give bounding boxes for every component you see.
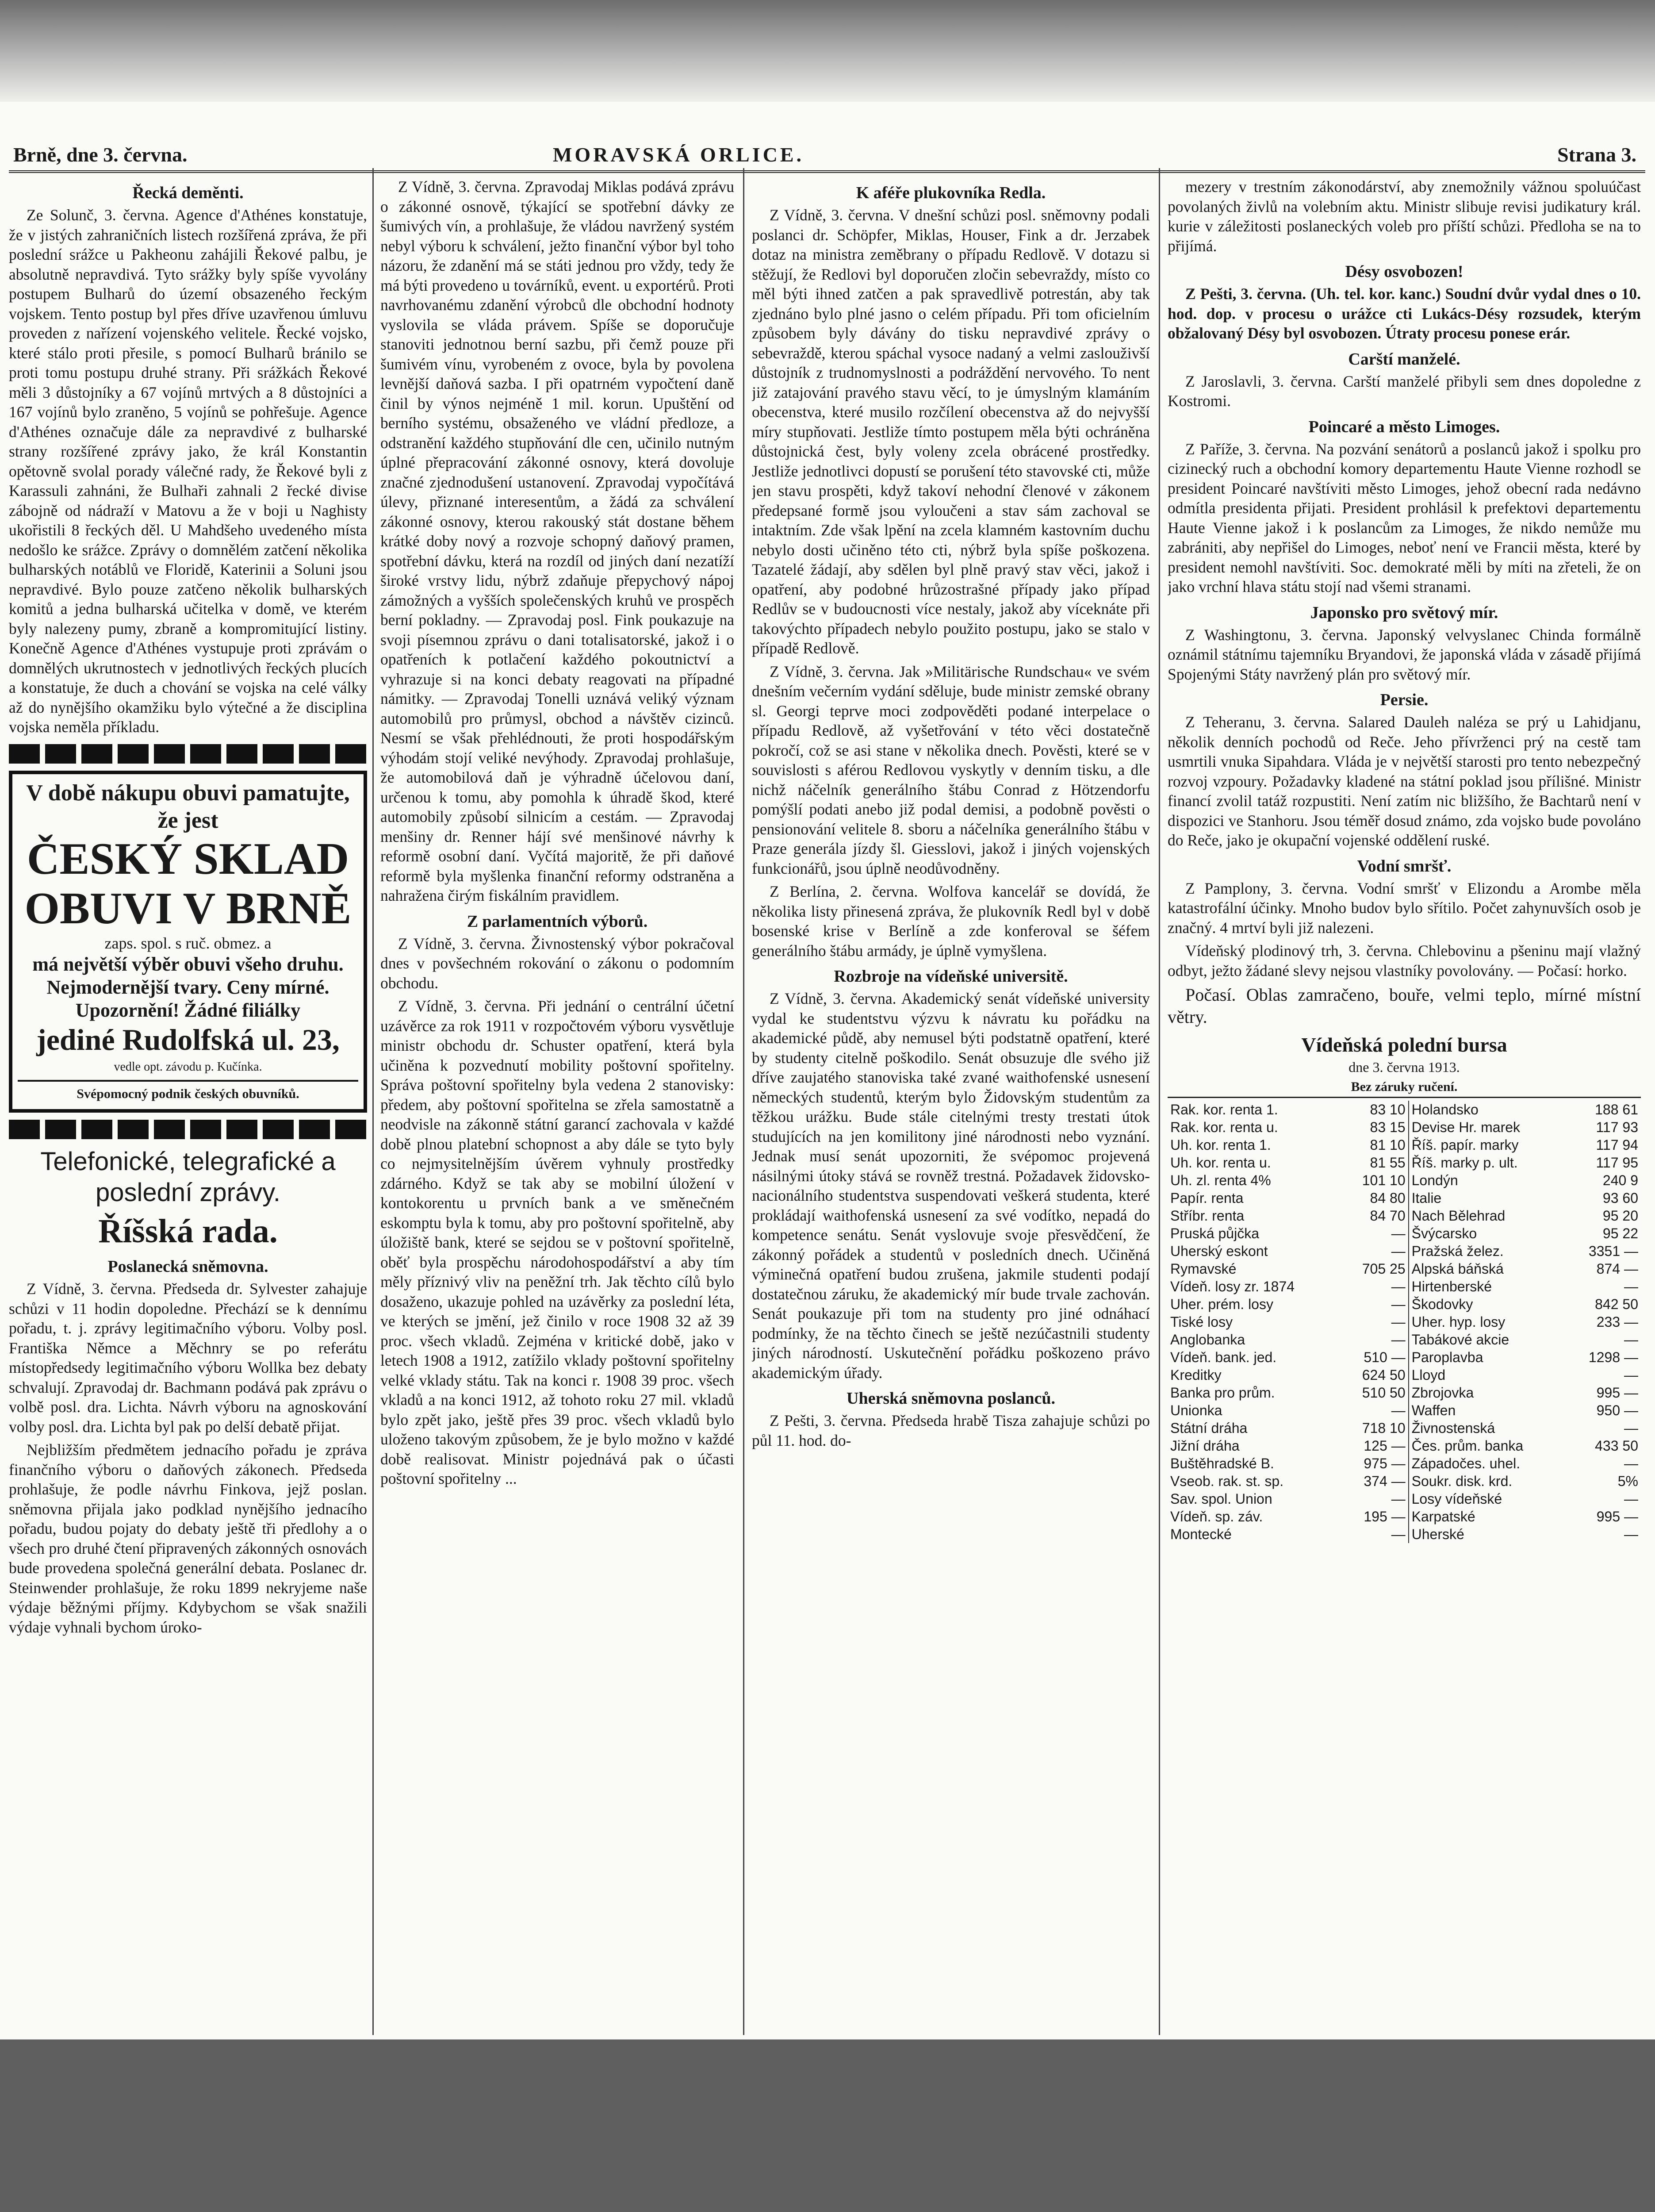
ad-line: má největší výběr obuvi všeho druhu. Nejmodernější tvary. Ceny mírné. Upozornění! Žádné filiálky	[32, 953, 344, 1021]
bursa-row	[1168, 1242, 1641, 1260]
bursa-cell: —	[1624, 1279, 1638, 1294]
bursa-cell: Vídeň. sp. záv.	[1170, 1509, 1263, 1525]
ad-footer: Svépomocný podnik českých obuvníků.	[18, 1080, 358, 1104]
headline-japan: Japonsko pro světový mír.	[1310, 603, 1498, 622]
headline-waterspout: Vodní smršť.	[1357, 856, 1452, 876]
bursa-cell: 195 —	[1342, 1508, 1408, 1525]
bursa-cell: Rak. kor. renta u.	[1170, 1119, 1278, 1135]
bursa-cell: 95 20	[1602, 1208, 1638, 1224]
bursa-row	[1168, 1189, 1641, 1207]
bursa-cell: Devise Hr. marek	[1411, 1119, 1521, 1135]
bursa-cell: Karpatské	[1411, 1509, 1475, 1525]
bursa-cell: Stříbr. renta	[1170, 1208, 1245, 1224]
bursa-cell: Vídeň. bank. jed.	[1170, 1349, 1277, 1365]
bursa-row	[1168, 1508, 1641, 1525]
bursa-row	[1168, 1472, 1641, 1490]
bursa-cell: Tiské losy	[1170, 1314, 1233, 1330]
bursa-row	[1168, 1171, 1641, 1189]
bursa-cell: Čes. prům. banka	[1411, 1438, 1524, 1454]
bursa-row	[1168, 1419, 1641, 1437]
bursa-cell: 510 —	[1342, 1348, 1408, 1366]
article-university: Z Vídně, 3. června. Akademický senát vídeňské university vydal ke studentstvu výzvu k návratu ku pořádku na akademické půdě, aby nemusel býti podstatně opatření, které by studenty citelně poškodilo. Senát obsuzuje dle svého již dříve zaujatého stanoviska také zvané waithofenské usnesení německých studentů, kterým bylo Židovským studentům za těžkou urážku. Bude stále citelnými tresty trestati útok studujících na jen komilitony jiné národnosti nebo vyznání. Jednak musí senát upozorniti, že svépomoc projevená násilnými útoky stává se rovněž trestná. Požadavek židovsko-nacionálního studentstva suspendovati veškerá studenta, které prokládají waithofenská usnesení za své vodítko, nepadá do kompetence senátu. Senát vyslovuje svoje přesvědčení, že zákonný pořádek a studentů v posledních dnech. Učiněná výminečná opatření budou zrušena, jakmile studenti podají dostatečnou záruku, že akademický mír bude trvale zachován. Senát poukazuje při tom na studenty pro jiné odnáhací podmínky, že na těchto činech se ještě nezúčastnili studenty jiných národností. Uskutečnění pořádku poškozeno právo akademickým úřady.	[752, 990, 1150, 1382]
ad-line: V době nákupu obuvi pamatujte, že jest	[26, 780, 350, 833]
bursa-cell: Nach Bělehrad	[1411, 1208, 1506, 1224]
scan-bottom-area	[0, 2039, 1655, 2212]
bursa-cell: 1298 —	[1588, 1349, 1638, 1365]
headline-tsar: Carští manželé.	[1348, 349, 1460, 369]
article-rada-2: Nejbližším předmětem jednacího pořadu je zpráva finančního výboru o daňových zákonech. Předseda prohlašuje, že podle návrhu Finkova, jejž poslan. sněmovna přijala jako podklad nynějšího jednacího pořadu, budou pojaty do debaty ještě tři předlohy a o všech pro druhé čtení připravených zákonných osnovách bude provedena společná generální debata. Poslanec dr. Steinwender prohlašuje, že roku 1899 nekryjeme naše výdaje běžnými příjmy. Kdybychom se však snažili výdaje vyhnali bychom úroko-	[9, 1441, 367, 1636]
bursa-cell: Alpská báňská	[1411, 1261, 1504, 1277]
bursa-row	[1168, 1525, 1641, 1543]
bursa-cell: Pražská želez.	[1411, 1243, 1504, 1259]
bursa-row	[1168, 1384, 1641, 1402]
bursa-cell: Londýn	[1411, 1172, 1458, 1188]
bursa-cell: Uherské	[1411, 1526, 1464, 1542]
bursa-cell: —	[1342, 1331, 1408, 1348]
section-title: Telefonické, telegrafické a poslední zprávy.	[40, 1147, 336, 1207]
bursa-cell: Soukr. disk. krd.	[1411, 1473, 1513, 1489]
bursa-cell: Italie	[1411, 1190, 1442, 1206]
bursa-cell: Sav. spol. Union	[1170, 1491, 1272, 1507]
bursa-cell: —	[1342, 1278, 1408, 1295]
article-budget-committee: Z Vídně, 3. června. Při jednání o centrální účetní uzávěrce za rok 1911 v rozpočtovém výboru vysvětluje ministr obchodu dr. Schuster opatření, která byla učiněna k pozvednutí mobility poštovní spořitelny. Správa poštovní spořitelny byla vedena 2 stanovisky: předem, aby poštovní spořitelna se zřela samostatně a neodvisle na zákonně státní garancí zachovala v každé době plnou platební schopnost a aby dále se tyto byly co nejmysitelnějším úvěrem vyhnuly prostředky zdárného. Když se tak aby se mobilní úložení v kontokorentu u prvních bank a ve směnečném eskomptu byla k tomu, aby pro poštovní spořitelně, aby úložiště bank, které se sejdou se v poštovní spořitelně, oběť byla prospěchu národohospodářství a aby tím měly příznivý vliv na peněžní trh. Jak těchto cílů bylo dosaženo, ukazuje pohled na uzávěrky za poslední léta, ve kterých se jmění, jež činilo v roce 1908 32 až 39 proc. všech vkladů. Zejména v kritické době, jako v letech 1908 a 1912, zatížilo vklady poštovní spořitelny velké vklady státu. Tak na konci r. 1908 39 proc. všech vkladů a na konci 1912, až tohoto roku 27 mil. vkladů bylo zpět jako, ještě přes 39 proc. všech vkladů bylo uloženo takovým způsobem, že je bylo možno v každé době realisovat. Ministr pojednává pak o účasti poštovní spořitelny ...	[380, 997, 734, 1487]
bursa-title: Vídeňská polední bursa	[1301, 1033, 1507, 1056]
bursa-row	[1168, 1402, 1641, 1419]
bursa-row	[1168, 1348, 1641, 1366]
bursa-row	[1168, 1118, 1641, 1136]
article-hungarian-diet: Z Pešti, 3. června. Předseda hrabě Tisza zahajuje schůzi po půl 11. hod. do-	[752, 1412, 1150, 1449]
column-rule	[1159, 168, 1160, 2035]
bursa-cell: Paroplavba	[1411, 1349, 1483, 1365]
bursa-cell: Říš. papír. marky	[1411, 1137, 1519, 1153]
ornament-strip	[9, 1120, 367, 1139]
bursa-row	[1168, 1154, 1641, 1171]
bursa-row	[1168, 1225, 1641, 1242]
bursa-date: dne 3. června 1913.	[1349, 1059, 1460, 1075]
bursa-cell: 874 —	[1596, 1261, 1638, 1277]
bursa-cell: 624 50	[1342, 1366, 1408, 1384]
bursa-cell: 374 —	[1342, 1472, 1408, 1490]
bursa-table	[1168, 1101, 1641, 1543]
bursa-cell: 81 10	[1342, 1136, 1408, 1154]
bursa-cell: Hirtenberské	[1411, 1279, 1492, 1294]
article-waterspout: Z Pamplony, 3. června. Vodní smršť v Elizondu a Arombe měla katastrofální účinky. Mnoho budov bylo sřítilo. Počet zahynuvších osob je značný. 4 mrtví byli již nalezeni.	[1168, 879, 1641, 937]
bursa-cell: 83 15	[1342, 1118, 1408, 1136]
bursa-cell: —	[1342, 1225, 1408, 1242]
bursa-cell: 975 —	[1342, 1455, 1408, 1472]
bursa-row	[1168, 1366, 1641, 1384]
bursa-cell: 233 —	[1596, 1314, 1638, 1330]
bursa-cell: Lloyd	[1411, 1367, 1446, 1383]
bursa-cell: 117 95	[1596, 1155, 1638, 1171]
bursa-cell: —	[1624, 1332, 1638, 1348]
page-header	[9, 139, 1645, 173]
bursa-cell: —	[1624, 1526, 1638, 1542]
bursa-cell: —	[1342, 1402, 1408, 1419]
bursa-cell: 3351 —	[1588, 1243, 1638, 1259]
article-grain-market: Vídeňský plodinový trh, 3. června. Chlebovinu a pšeninu mají vlažný odbyt, ježto žádané slevy nejsou vlastníky povolovány. — Počasí: horko.	[1168, 942, 1641, 979]
ad-address: jediné Rudolfská ul. 23,	[36, 1023, 340, 1056]
column-rule	[372, 168, 374, 2035]
column-1	[9, 177, 367, 2035]
bursa-cell: 433 50	[1595, 1438, 1638, 1454]
article-poincare: Z Paříže, 3. června. Na pozvání senátorů a poslanců jakož i spolku pro cizinecký ruch a obchodní komory departementu Haute Vienne rozhodl se president Poincaré navštíviti město Limoges, jehož obecní rada nedávno odmítla presidenta přijati. President prohlásil k prefektovi departementu Haute Vienne jakož i k poslancům za Limoges, že nikdo nemůže mu zabrániti, aby nepřišel do Limoges, neboť není ve Francii města, které by president nemohl navštíviti. Soc. demokraté měli by míti na zřeteli, že on jako vrchní hlava státu stojí nad všemi stranami.	[1168, 440, 1641, 595]
bursa-cell: 950 —	[1596, 1402, 1638, 1418]
bursa-row	[1168, 1278, 1641, 1295]
ornament-strip	[9, 744, 367, 764]
column-4	[1168, 177, 1641, 2035]
bursa-cell: Buštěhradské B.	[1170, 1455, 1274, 1471]
bursa-cell: Holandsko	[1411, 1102, 1479, 1118]
article-desy: Z Pešti, 3. června. (Uh. tel. kor. kanc.) Soudní dvůr vydal dnes o 10. hod. dop. v procesu o urážce cti Lukács-Désy rozsudek, kterým obžalovaný Désy byl osvobozen. Útraty procesu ponese erár.	[1168, 285, 1641, 342]
headline-desy: Désy osvobozen!	[1345, 262, 1463, 281]
bursa-cell: Vseob. rak. st. sp.	[1170, 1473, 1284, 1489]
bursa-cell: Uherský eskont	[1170, 1243, 1268, 1259]
bursa-cell: Uh. kor. renta 1.	[1170, 1137, 1271, 1153]
article-trade-committee: Z Vídně, 3. června. Živnostenský výbor pokračoval dnes v povšechném rokování o zákonu o podomním obchodu.	[380, 934, 734, 992]
bursa-cell: 117 94	[1596, 1137, 1638, 1153]
bursa-cell: —	[1624, 1491, 1638, 1507]
bursa-cell: Zbrojovka	[1411, 1385, 1474, 1401]
bursa-cell: —	[1624, 1367, 1638, 1383]
bursa-cell: Losy vídeňské	[1411, 1491, 1502, 1507]
weather: Počasí. Oblas zamračeno, bouře, velmi teplo, mírné místní větry.	[1168, 985, 1641, 1027]
bursa-cell: 995 —	[1596, 1385, 1638, 1401]
headline-redl: K aféře plukovníka Redla.	[856, 184, 1046, 202]
bursa-cell: Vídeň. losy zr. 1874	[1170, 1279, 1295, 1294]
masthead: MORAVSKÁ ORLICE.	[553, 143, 804, 166]
bursa-cell: Tabákové akcie	[1411, 1332, 1509, 1348]
bursa-cell: Unionka	[1170, 1402, 1222, 1418]
bursa-cell: 93 60	[1602, 1190, 1638, 1206]
headline-persia: Persie.	[1380, 691, 1429, 709]
bursa-cell: Pruská půjčka	[1170, 1225, 1259, 1241]
bursa-cell: Jižní dráha	[1170, 1438, 1240, 1454]
bursa-row	[1168, 1207, 1641, 1225]
bursa-cell: Škodovky	[1411, 1296, 1473, 1312]
article-redl-2: Z Vídně, 3. června. Jak »Militärische Rundschau« ve svém dnešním večerním vydání sděluje, bude ministr zemské obrany sl. Georgi teprve moci zodpověděti podané interpelace o případu Redlově, až vyšetřování v této věci dostatečně pokročí, což se asi stane v několika dnech. Pověsti, které se v souvislosti s aférou Redlovou vyskytly v denním tisku, a dle nichž náčelník generálního štábu Conrad z Hötzendorfu pomýšlí podati anebo již podal demisi, a podobně pověsti o pensionování velitele 8. sboru a náčelníka generálního štábu v Praze generála jízdy šl. Giesslovi, jakož i jiných vojenských funkcionářů, jsou úplně neodůvodněny.	[752, 662, 1150, 877]
bursa-cell: Živnostenská	[1411, 1420, 1495, 1436]
scan-top-shadow	[0, 0, 1655, 102]
bursa-cell: 705 25	[1342, 1260, 1408, 1278]
bursa-cell: Švýcarsko	[1411, 1225, 1477, 1241]
headline-committees: Z parlamentních výborů.	[467, 912, 648, 931]
header-place-date: Brně, dne 3. června.	[13, 143, 188, 166]
bursa-cell: Říš. marky p. ult.	[1411, 1155, 1518, 1171]
article-tsar: Z Jaroslavli, 3. června. Carští manželé přibyli sem dnes dopoledne z Kostromi.	[1168, 372, 1641, 410]
bursa-cell: Banka pro prům.	[1170, 1385, 1275, 1401]
bursa-cell: 188 61	[1595, 1102, 1638, 1118]
article-continued: mezery v trestním zákonodárství, aby znemožnily vážnou spoluúčast povolaných živlů na volebním aktu. Ministr slibuje revisi judikatury král. kurie v záležitosti poslaneckých voleb pro příští schůzi. Předloha se na to přijímá.	[1168, 178, 1641, 255]
bursa-cell: Uher. prém. losy	[1170, 1296, 1273, 1312]
bursa-cell: 81 55	[1342, 1154, 1408, 1171]
bursa-cell: 240 9	[1602, 1172, 1638, 1188]
bursa-cell: 510 50	[1342, 1384, 1408, 1402]
bursa-cell: 125 —	[1342, 1437, 1408, 1455]
column-rule	[743, 168, 744, 2035]
bursa-row	[1168, 1437, 1641, 1455]
ad-store-name: ČESKÝ SKLAD OBUVI V BRNĚ	[24, 833, 352, 933]
article-sparkling-wine: Z Vídně, 3. června. Zpravodaj Miklas podává zprávu o zákonné osnově, týkající se spotřební dávky ze šumivých vín, a prohlašuje, že vládou navržený systém nebyl výboru k schválení, ježto finanční výbor byl toho názoru, že zdanění má se státi jednou pro vždy, tedy že má býti provedeno u továrníků, event. u exportérů. Proti navrhovanému zdanění výrobců dle obchodní hodnoty vyslovila se vláda právem. Spíše se doporučuje stanoviti jednotnou berní sazbu, při čemž pouze při šumivém vínu, vyrobeném z ovoce, byla by povolena levnější daňová sazba. I při opatrném vypočtení daně činil by výnos nejméně 1 mil. korun. Upuštění od berního systému, obsaženého ve vládní předloze, a odstranění každého stupňování dle cen, učinilo nutným úplné přepracování zákonné osnovy, která dovoluje značné zjednodušení ustanovení. Zpravodaj vypočítává úlevy, přiznané interesentům, a žádá za schválení zákonné osnovy, kterou rakouský stát dostane během krátké doby nový a rozvoje schopný daňový pramen, spotřební dávku, která na rozdíl od jiných daní nezatíží široké vrstvy lidu, nýbrž zdaňuje přepychový nápoj zámožných a vyšších společenských kruhů ve prospěch berní pokladny. — Zpravodaj posl. Fink poukazuje na svoji písemnou zprávu o dani totalisatorské, jakož i o opatřeních k potlačení každého pokoutnictví a vyhrazuje si na konci debaty reagovati na případné námitky. — Zpravodaj Tonelli uznává veliký význam automobilů pro průmysl, obchod a návštěv cizinců. Nesmí se však přehlédnouti, že proti hospodářským výhodám stojí veliké nevýhody. Zpravodaj prohlašuje, že automobilová daň je výhradně účelovou daní, určenou k tomu, aby pomohla k úhradě škod, které automobily způsobí silnicím a cestám. — Zpravodaj menšiny dr. Renner hájí své menšinové návrhy k reformě osobní daní. Vyčítá majoritě, že při daňové reformě byla myšlenka finanční reformy odstraněna a nahražena čirým fiskálním pravidlem.	[380, 178, 734, 904]
bursa-cell: 5%	[1617, 1473, 1638, 1489]
article-redl-3: Z Berlína, 2. června. Wolfova kancelář se dovídá, že několika listy přinesená zpráva, že plukovník Redl byl v době bosenské krise v Berlíně a zde konferoval se šéfem generálního štábu armády, je úplně vymyšlena.	[752, 883, 1150, 960]
bursa-subtitle: Bez záruky ručení.	[1168, 1077, 1641, 1098]
bursa-cell: Kreditky	[1170, 1367, 1222, 1383]
bursa-cell: Rymavské	[1170, 1261, 1237, 1277]
bursa-cell: —	[1342, 1295, 1408, 1313]
headline-rada: Říšská rada.	[98, 1213, 278, 1250]
ad-line: zaps. spol. s ruč. obmez. a	[104, 934, 272, 952]
bursa-cell: —	[1342, 1242, 1408, 1260]
headline-hungarian-diet: Uherská sněmovna poslanců.	[847, 1389, 1055, 1408]
column-2	[380, 177, 734, 2035]
column-3	[752, 177, 1150, 2035]
bursa-cell: Státní dráha	[1170, 1420, 1248, 1436]
bursa-row	[1168, 1490, 1641, 1508]
bursa-cell: Montecké	[1170, 1526, 1232, 1542]
headline-poincare: Poincaré a město Limoges.	[1308, 417, 1500, 436]
article-redl-1: Z Vídně, 3. června. V dnešní schůzi posl. sněmovny podali poslanci dr. Schöpfer, Miklas, Houser, Fink a dr. Jerzabek dotaz na ministra zeměbrany o případu Redlově. V dotazu si stěžují, že Redlovi byl doporučen zločin sebevraždy, místo co měl býti ihned zatčen a pak spravedlivě potrestán, aby tak zjednáno bylo plné jasno o celém případu. Při tom oficielním způsobem byly dávány do tisku nepravdivé zprávy o sebevraždě, kterou spáchal vysoce nadaný a velmi zaslouživší důstojník z trudnomyslnosti a podráždění nervového. To nent již zatajování pravého stavu věcí, to je úmyslným klamáním obecenstva, které musilo rozčílení obecenstva až do nejvyšší míry stupňovati. Jestliže tímto postupem měla býti ochráněna důstojnická čest, byly voleny zcela obrácené prostředky. Jestliže jednotlivci dopustí se porušení této stavovské cti, může jen stavu prospěti, když takoví nehodní členové v zákonem předepsané formě jsou vyloučeni a stav sám zachoval se intaktním. Zde však lpění na zcela klamném kastovním duchu nebylo dosti učiněno této cti, nýbrž byla spíše poškozena. Tazatelé žádají, aby sdělen byl plně pravý stav věci, jakož i opatření, aby podobné hrůzostrašné případy jako případ Redlův se v budoucnosti více nestaly, jakož aby víceknáte při takovýchto případech nebylo použito postupu, jako se stalo v případě Redlově.	[752, 206, 1150, 657]
bursa-cell: 84 70	[1342, 1207, 1408, 1225]
subheadline-snemovna: Poslanecká sněmovna.	[107, 1257, 268, 1276]
bursa-cell: 83 10	[1342, 1101, 1408, 1118]
bursa-row	[1168, 1313, 1641, 1331]
bursa-row	[1168, 1295, 1641, 1313]
bursa-cell: Západočes. uhel.	[1411, 1455, 1521, 1471]
bursa-cell: —	[1624, 1455, 1638, 1471]
article-greek-denial: Ze Solunč, 3. června. Agence d'Athénes konstatuje, že v jistých zahraničních listech rozšířená zpráva, že při poslední srážce u Pakheonu zahájili Řekové palbu, je absolutně nepravdivá. Tyto srážky byly spíše vyvolány postupem Bulharů do území obsazeného řeckým vojskem. Tento postup byl přes dříve uzavřenou úmluvu proveden z nařízení vojenského velitele. Řecké vojsko, které stálo proti přesile, s pomocí Bulharů bránilo se proti tomu postupu druhé strany. Při srážkách Řekové měli 3 důstojníky a 67 vojínů mrtvých a 8 důstojníci a 167 vojínů bylo zraněno, 5 vojínů se pohřešuje. Agence d'Athénes označuje dále za nepravdivé z bulharské strany rozšířené zprávy jako, že král Konstantin opětovně svolal porady válečné rady, že Řekové byli z Karassuli zahnáni, že Bulhaři zahnali 2 řecké divise zábojně od nádraží v Matovu a že v boji u Naghisty ukořistili 8 řeckých děl. U Mahdšeho uvedeného místa nedošlo ke srážce. Zprávy o domnělém zatčení několika bulharských notáblů ve Floridě, Katerinii a Soluni jsou nepravdivé. Bylo pouze zatčeno několik bulharských komitů a jedna bulharská učitelka v domě, ve kterém byly nalezeny pumy, zbraně a kompromitující listiny. Konečně Agence d'Athénes vystupuje proti zprávám o domnělých ukrutnostech v jednotlivých řeckých plucích a konstatuje, že duch a chování se vojska na celé války až do nynějšího okamžiku bylo výtečné a že disciplina vojska neměla příkladu.	[9, 206, 367, 736]
bursa-cell: 718 10	[1342, 1419, 1408, 1437]
bursa-cell: 117 93	[1596, 1119, 1638, 1135]
article-rada-1: Z Vídně, 3. června. Předseda dr. Sylvester zahajuje schůzi v 11 hodin dopoledne. Přechází se k dennímu pořadu, t. j. zprávy legitimačního výboru. Volby posl. Františka Němce a Měchnry se po referátu místopředsedy legitimačního výboru Wollka bez debaty schvalují. Zpravodaj dr. Bachmann podává pak zprávu o volbě posl. dra. Lichta. Návrh výboru na agnoskování volby posl. dra. Lichta byl pak po delší debatě přijat.	[9, 1280, 367, 1436]
bursa-row	[1168, 1331, 1641, 1348]
bursa-cell: Uher. hyp. losy	[1411, 1314, 1506, 1330]
article-persia: Z Teheranu, 3. června. Salared Dauleh naléza se prý u Lahidjanu, několik denních pochodů od Reče. Jeho přívrženci prý na cestě tam usmrtili vnuka Sipahdara. Vláda je v největší starosti pro tento nebezpečný rozvoj vzpoury. Požadavky kladené na státní poklad jsou přílišné. Ministr financí zvolil tatáž rozpustiti. Není zatím nic bližšího, že Bachtarů není v dispozici ve Stanhoru. Jsou téměř dosud známo, zda vojsko bude povoláno do Reče, jako je okupační vojenské oddělení ruské.	[1168, 713, 1641, 849]
bursa-cell: —	[1624, 1420, 1638, 1436]
bursa-row	[1168, 1101, 1641, 1118]
bursa-cell: Uh. zl. renta 4%	[1170, 1172, 1271, 1188]
bursa-cell: 101 10	[1342, 1171, 1408, 1189]
bursa-row	[1168, 1455, 1641, 1472]
article-japan: Z Washingtonu, 3. června. Japonský velvyslanec Chinda formálně oznámil státnímu tajemníku Bryandovi, že japonská vláda v zásadě přijímá Spojenými Státy navržený plán pro světový mír.	[1168, 626, 1641, 683]
bursa-cell: 84 80	[1342, 1189, 1408, 1207]
bursa-cell: —	[1342, 1313, 1408, 1331]
bursa-cell: Rak. kor. renta 1.	[1170, 1102, 1278, 1118]
bursa-cell: —	[1342, 1490, 1408, 1508]
bursa-cell: 842 50	[1595, 1296, 1638, 1312]
bursa-row	[1168, 1260, 1641, 1278]
ad-line: vedle opt. závodu p. Kučínka.	[114, 1060, 262, 1074]
bursa-cell: Papír. renta	[1170, 1190, 1244, 1206]
bursa-row	[1168, 1136, 1641, 1154]
bursa-cell: —	[1342, 1525, 1408, 1543]
bursa-cell: Waffen	[1411, 1402, 1456, 1418]
headline-greek-denial: Řecká deměnti.	[132, 184, 244, 202]
bursa-cell: 995 —	[1596, 1509, 1638, 1525]
bursa-cell: Uh. kor. renta u.	[1170, 1155, 1271, 1171]
headline-university: Rozbroje na vídeňské universitě.	[834, 967, 1068, 986]
bursa-cell: 95 22	[1602, 1225, 1638, 1241]
bursa-cell: Anglobanka	[1170, 1332, 1245, 1348]
page-number: Strana 3.	[1557, 143, 1636, 166]
shoe-store-ad	[9, 771, 367, 1113]
